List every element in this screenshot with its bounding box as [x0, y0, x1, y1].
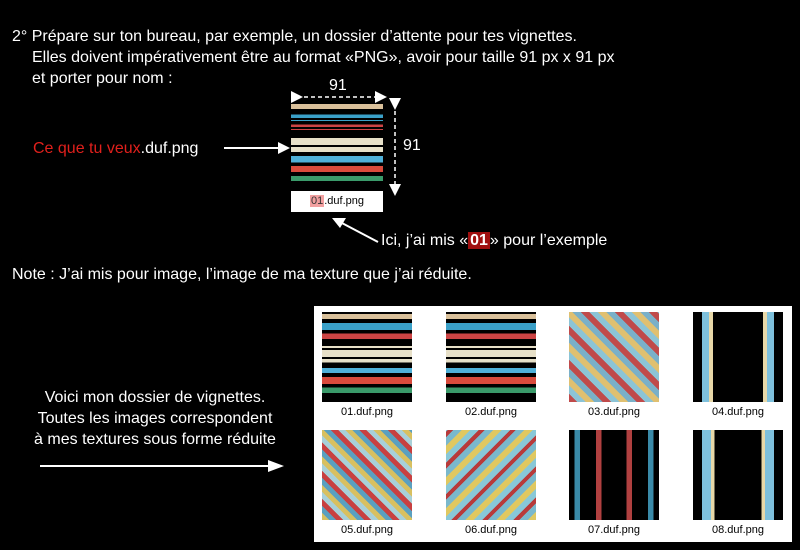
example-caption-suffix: .duf.png: [324, 195, 364, 207]
folder-line-1: Voici mon dossier de vignettes.: [44, 389, 266, 406]
file-name: 06.duf.png: [465, 524, 517, 536]
example-caption-num: 01: [310, 195, 324, 207]
file-name: 07.duf.png: [588, 524, 640, 536]
arrow-right-icon: [222, 140, 292, 156]
example-caption: [291, 191, 383, 212]
file-tile[interactable]: [688, 430, 788, 536]
file-thumbnail: [322, 430, 412, 520]
file-name: 01.duf.png: [341, 406, 393, 418]
file-thumbnail: [446, 430, 536, 520]
file-tile[interactable]: [441, 312, 541, 418]
step-line-2: Elles doivent impérativement être au format «PNG», avoir pour taille 91 px x 91 px: [32, 49, 615, 66]
file-thumbnail: [693, 312, 783, 402]
folder-view: [314, 306, 792, 542]
example-note-prefix: Ici, j’ai mis «: [381, 232, 469, 249]
file-thumbnail: [569, 312, 659, 402]
file-tile[interactable]: [317, 430, 417, 536]
file-name: 03.duf.png: [588, 406, 640, 418]
folder-line-3: à mes textures sous forme réduite: [34, 431, 276, 448]
step-line-3: et porter pour nom :: [32, 70, 173, 87]
folder-line-2: Toutes les images correspondent: [37, 410, 273, 427]
step-line-1: 2° Prépare sur ton bureau, par exemple, un dossier d’attente pour tes vignettes.: [12, 28, 577, 45]
arrow-right-long-icon: [38, 458, 288, 474]
file-name: 02.duf.png: [465, 406, 517, 418]
file-tile[interactable]: [441, 430, 541, 536]
file-name: 04.duf.png: [712, 406, 764, 418]
file-tile[interactable]: [688, 312, 788, 418]
example-thumbnail: [291, 104, 383, 190]
example-note-num: 01: [470, 232, 488, 249]
file-thumbnail: [446, 312, 536, 402]
example-note: [381, 231, 607, 251]
example-note-suffix: » pour l’exemple: [489, 232, 608, 249]
file-name: 08.duf.png: [712, 524, 764, 536]
file-thumbnail: [569, 430, 659, 520]
file-thumbnail: [322, 312, 412, 402]
file-tile[interactable]: [564, 312, 664, 418]
arrow-up-left-icon: [326, 214, 386, 248]
example-filename-suffix: .duf.png: [140, 140, 199, 157]
file-tile[interactable]: [564, 430, 664, 536]
file-thumbnail: [693, 430, 783, 520]
example-filename-red: Ce que tu veux: [33, 140, 141, 157]
file-name: 05.duf.png: [341, 524, 393, 536]
example-filename: [33, 139, 198, 159]
dim-width: 91: [329, 77, 347, 94]
dim-height: 91: [403, 137, 421, 154]
note-text: Note : J’ai mis pour image, l’image de ma texture que j’ai réduite.: [12, 266, 472, 283]
file-tile[interactable]: [317, 312, 417, 418]
